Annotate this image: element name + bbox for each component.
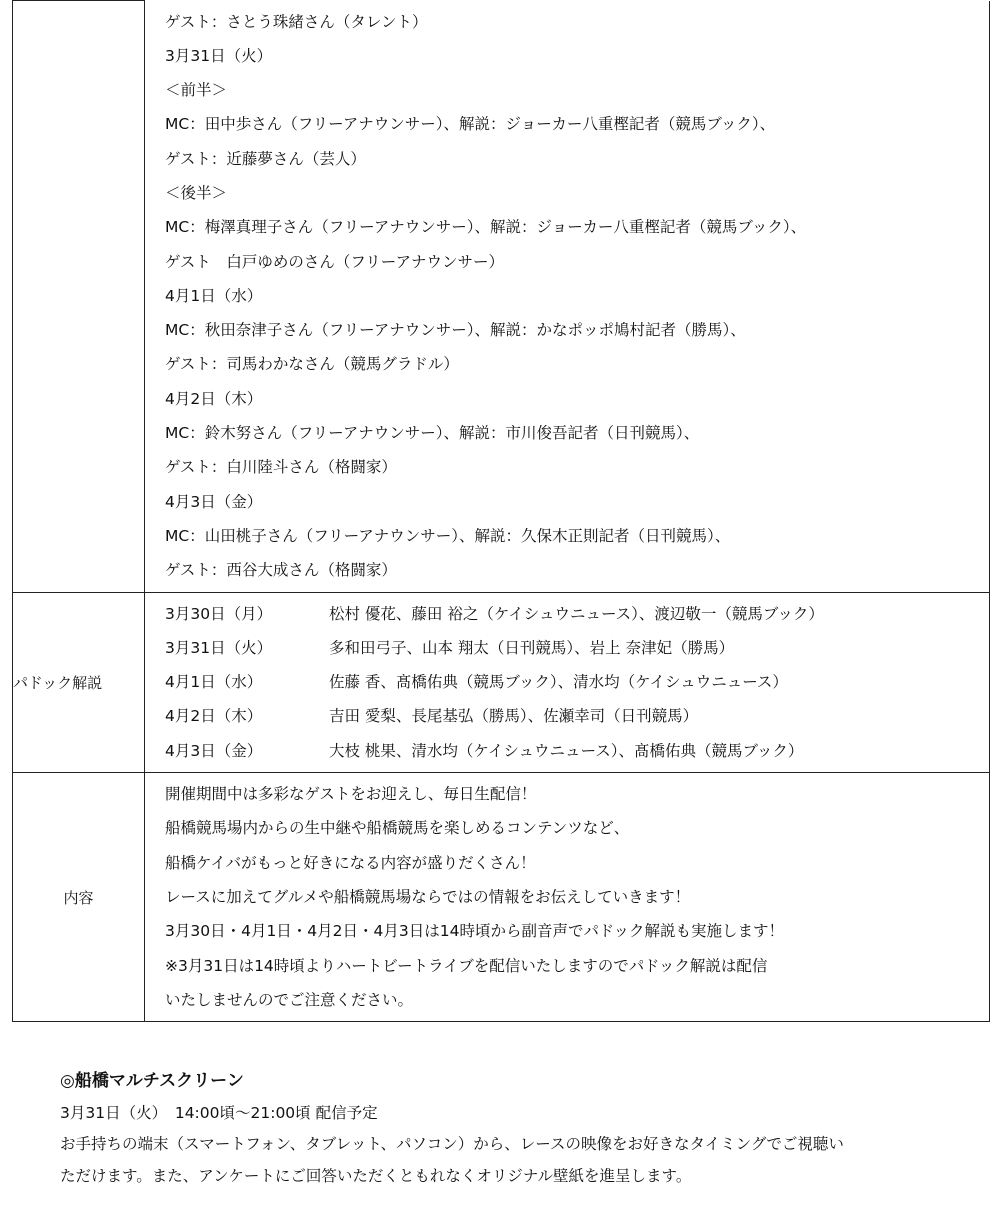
schedule-line: 4月3日（金）: [165, 492, 263, 511]
paddock-names: 松村 優花、藤田 裕之（ケイシュウニュース）、渡辺敬一（競馬ブック）: [329, 604, 824, 623]
content-line: 3月30日・4月1日・4月2日・4月3日は14時頃から副音声でパドック解説も実施します！: [165, 922, 785, 941]
schedule-line: ゲスト：白川陸斗さん（格闘家）: [165, 458, 397, 477]
schedule-line: MC：梅澤真理子さん（フリーアナウンサー）、解説：ジョーカー八重樫記者（競馬ブック）、: [165, 218, 807, 237]
schedule-table: [12, 0, 990, 1022]
multiscreen-body-line: お手持ちの端末（スマートフォン、タブレット、パソコン）から、レースの映像をお好きなタイミングでご視聴い: [60, 1135, 844, 1153]
multiscreen-schedule: 3月31日（火） 14:00頃～21:00頃 配信予定: [60, 1104, 378, 1122]
schedule-line: 4月2日（木）: [165, 389, 263, 408]
paddock-row: [13, 592, 990, 772]
content-line: 船橋競馬場内からの生中継や船橋競馬を楽しめるコンテンツなど、: [165, 819, 630, 838]
schedule-line: 3月31日（火）: [165, 46, 273, 65]
paddock-date: 3月30日（月）: [165, 604, 273, 623]
paddock-names: 大枝 桃果、清水均（ケイシュウニュース）、髙橋佑典（競馬ブック）: [329, 741, 804, 760]
guest-schedule-label: [13, 1, 145, 593]
schedule-line: ゲスト 白戸ゆめのさん（フリーアナウンサー）: [165, 252, 504, 271]
schedule-line: MC：秋田奈津子さん（フリーアナウンサー）、解説：かなポッポ鳩村記者（勝馬）、: [165, 321, 746, 340]
schedule-line: ＜後半＞: [165, 183, 228, 202]
paddock-cell: [145, 592, 990, 772]
paddock-entry: [165, 699, 989, 733]
paddock-date: 4月1日（水）: [165, 673, 263, 692]
content-line: ※3月31日は14時頃よりハートビートライブを配信いたしますのでパドック解説は配信: [165, 956, 768, 975]
paddock-names: 吉田 愛梨、長尾基弘（勝馬）、佐瀬幸司（日刊競馬）: [329, 707, 699, 726]
paddock-date: 4月3日（金）: [165, 741, 263, 760]
content-line: 船橋ケイバがもっと好きになる内容が盛りだくさん！: [165, 853, 536, 872]
content-line: レースに加えてグルメや船橋競馬場ならではの情報をお伝えしていきます！: [165, 887, 691, 906]
paddock-entry: [165, 734, 989, 768]
paddock-entry: [165, 597, 989, 631]
schedule-line: ゲスト：司馬わかなさん（競馬グラドル）: [165, 355, 459, 374]
schedule-line: MC：山田桃子さん（フリーアナウンサー）、解説：久保木正則記者（日刊競馬）、: [165, 526, 731, 545]
schedule-line: MC：田中歩さん（フリーアナウンサー）、解説：ジョーカー八重樫記者（競馬ブック）、: [165, 115, 776, 134]
paddock-date: 3月31日（火）: [165, 638, 273, 657]
schedule-line: MC：鈴木努さん（フリーアナウンサー）、解説：市川俊吾記者（日刊競馬）、: [165, 424, 700, 443]
multiscreen-section: [60, 1064, 980, 1192]
paddock-label: パドック解説: [13, 592, 145, 772]
schedule-line: ゲスト：さとう珠緒さん（タレント）: [165, 12, 428, 31]
content-line: いたしませんのでご注意ください。: [165, 990, 414, 1009]
paddock-entry: [165, 665, 989, 699]
multiscreen-body-line: ただけます。また、アンケートにご回答いただくともれなくオリジナル壁紙を進呈します。: [60, 1167, 692, 1185]
guest-schedule-cell: [145, 1, 990, 593]
paddock-names: 多和田弓子、山本 翔太（日刊競馬）、岩上 奈津妃（勝馬）: [329, 638, 735, 657]
content-line: 開催期間中は多彩なゲストをお迎えし、毎日生配信！: [165, 785, 537, 804]
content-cell: [145, 773, 990, 1022]
guest-schedule-row: [13, 1, 990, 593]
schedule-line: ゲスト：近藤夢さん（芸人）: [165, 149, 366, 168]
content-row: [13, 773, 990, 1022]
schedule-line: 4月1日（水）: [165, 286, 263, 305]
paddock-entry: [165, 631, 989, 665]
schedule-line: ゲスト：西谷大成さん（格闘家）: [165, 561, 397, 580]
schedule-line: ＜前半＞: [165, 81, 228, 100]
paddock-names: 佐藤 香、髙橋佑典（競馬ブック）、清水均（ケイシュウニュース）: [329, 673, 788, 692]
content-label: 内容: [13, 773, 145, 1022]
multiscreen-title: ◎船橋マルチスクリーン: [60, 1071, 244, 1091]
paddock-date: 4月2日（木）: [165, 707, 263, 726]
